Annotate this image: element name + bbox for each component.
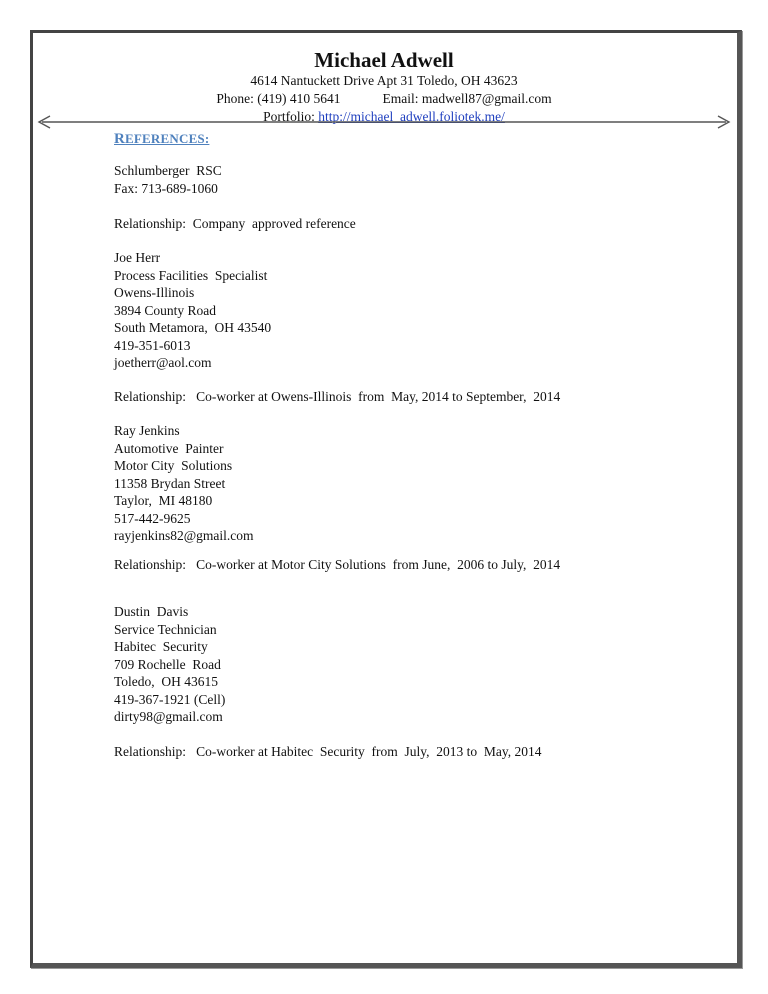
reference-line: joetherr@aol.com [114, 355, 212, 370]
reference-4 [114, 603, 225, 726]
reference-line: dirty98@gmail.com [114, 709, 223, 724]
email-text: Email: madwell87@gmail.com [382, 91, 552, 106]
header-divider-arrow [36, 115, 732, 129]
reference-line: Dustin Davis [114, 604, 189, 619]
reference-line: Joe Herr [114, 250, 161, 265]
reference-line: Habitec Security [114, 639, 208, 654]
reference-line: Process Facilities Specialist [114, 267, 268, 283]
reference-line: Motor City Solutions [114, 458, 233, 473]
applicant-name: Michael Adwell [314, 48, 454, 72]
reference-line: Owens-Illinois [114, 285, 195, 300]
phone-text: Phone: (419) 410 5641 [216, 91, 341, 106]
reference-line: rayjenkins82@gmail.com [114, 528, 254, 543]
reference-line: 11358 Brydan Street [114, 475, 226, 491]
references-heading: REFERENCES: [114, 131, 210, 147]
reference-line: 517-442-9625 [114, 510, 191, 526]
contact-line [0, 90, 768, 108]
reference-line: Taylor, MI 48180 [114, 493, 213, 508]
portfolio-link[interactable]: http://michael_adwell.foliotek.me/ [318, 109, 505, 124]
relationship-2: Relationship: Co-worker at Owens-Illinois from May, 2014 to September, 2014 [114, 389, 561, 404]
portfolio-label: Portfolio: [263, 109, 315, 124]
reference-line: Fax: 713-689-1060 [114, 180, 218, 196]
reference-line: Automotive Painter [114, 440, 224, 456]
relationship-3: Relationship: Co-worker at Motor City Solutions from June, 2006 to July, 2014 [114, 557, 561, 572]
address-line: 4614 Nantuckett Drive Apt 31 Toledo, OH 43623 [250, 73, 518, 88]
reference-line: 709 Rochelle Road [114, 656, 221, 672]
reference-line: Schlumberger RSC [114, 163, 222, 178]
reference-line: Toledo, OH 43615 [114, 674, 219, 689]
reference-line: 419-351-6013 [114, 337, 191, 353]
reference-line: Service Technician [114, 621, 217, 637]
reference-line: South Metamora, OH 43540 [114, 320, 272, 335]
relationship-4: Relationship: Co-worker at Habitec Security from July, 2013 to May, 2014 [114, 744, 542, 759]
reference-line: 419-367-1921 (Cell) [114, 691, 226, 707]
reference-1 [114, 162, 222, 197]
reference-line: 3894 County Road [114, 302, 217, 318]
reference-3 [114, 422, 254, 545]
reference-line: Ray Jenkins [114, 423, 180, 438]
relationship-1: Relationship: Company approved reference [114, 216, 356, 231]
reference-2 [114, 249, 271, 372]
